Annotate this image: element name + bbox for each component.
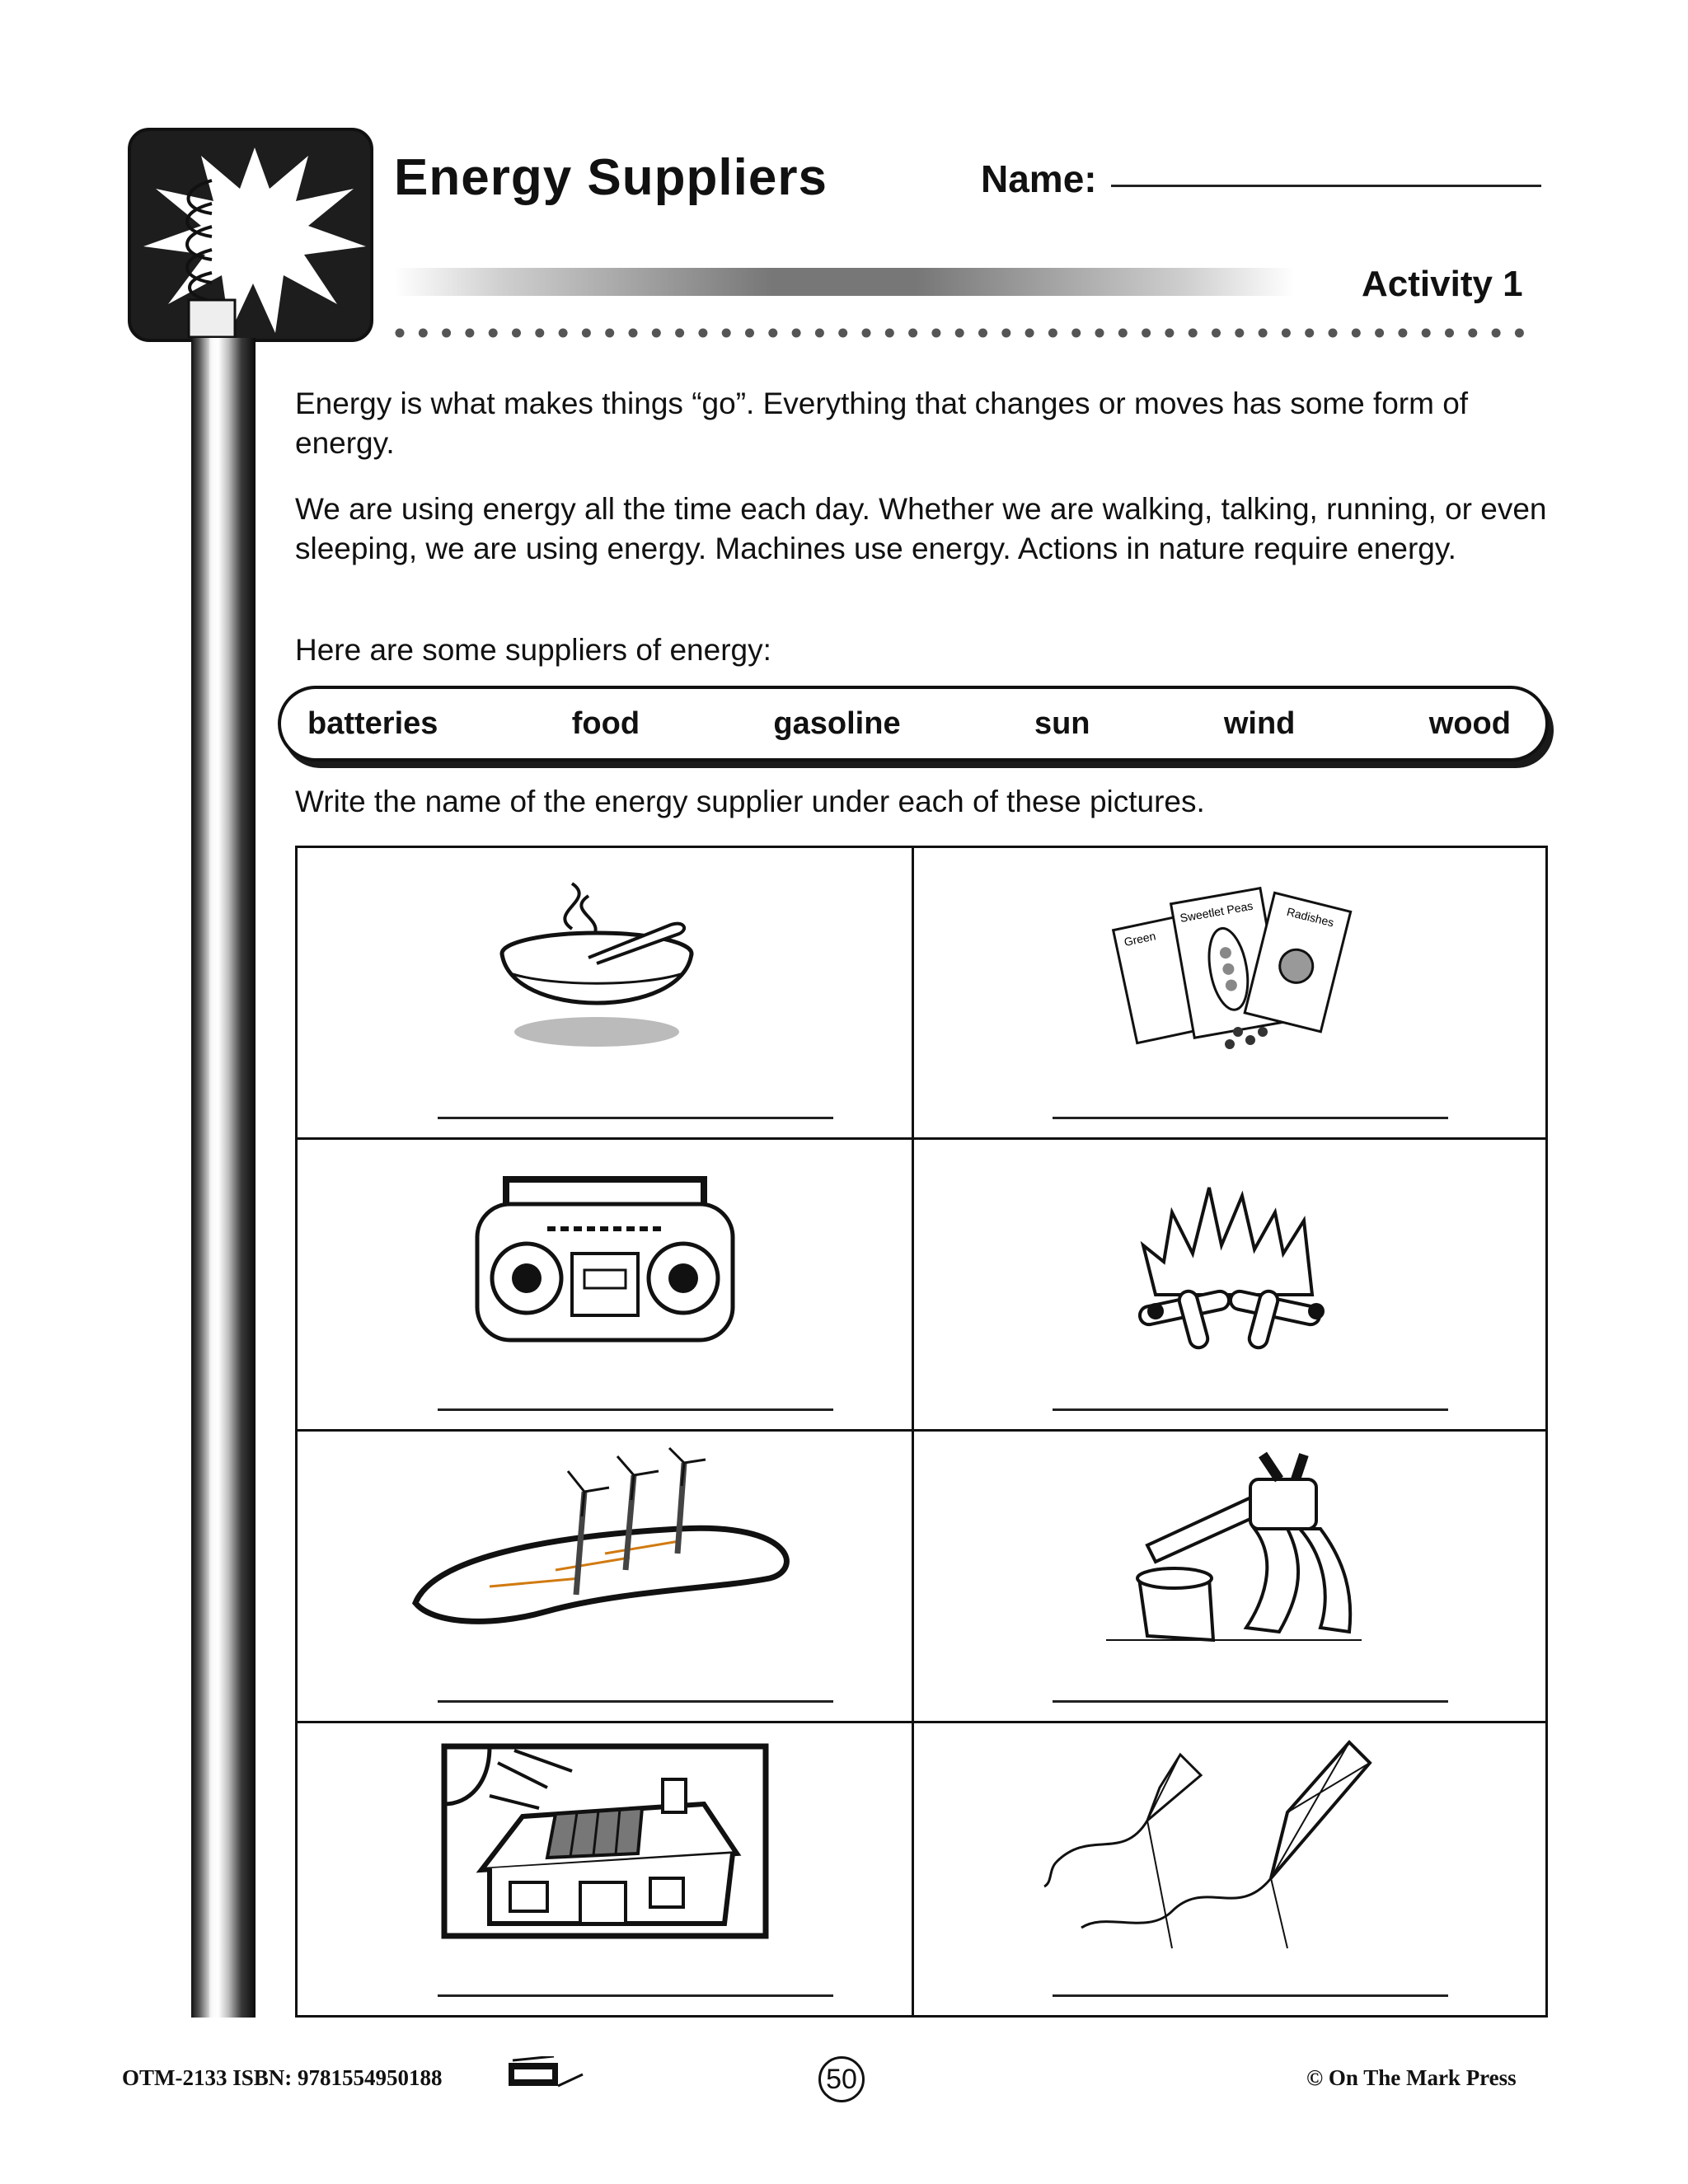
word-bank xyxy=(278,686,1549,762)
picture-cell xyxy=(298,1723,914,2015)
answer-line[interactable] xyxy=(438,1994,833,1997)
intro-paragraph-2: We are using energy all the time each day. Whether we are walking, talking, running, or even sleeping, we are using energy. Machines use energy. Actions in nature require energy. xyxy=(295,492,1547,565)
picture-cell xyxy=(914,1432,1545,1723)
picture-cell xyxy=(298,848,914,1140)
soup-bowl-icon xyxy=(473,863,737,1061)
publisher-logo-icon xyxy=(504,2056,587,2089)
word-bank-item: gasoline xyxy=(773,705,901,741)
picture-grid xyxy=(295,846,1548,2018)
decorative-pole xyxy=(191,338,256,2018)
seed-label: Sweetlet Peas xyxy=(1179,898,1254,925)
answer-line[interactable] xyxy=(1053,1700,1448,1703)
picture-cell xyxy=(298,1140,914,1432)
intro-paragraph-3: Here are some suppliers of energy: xyxy=(295,633,771,667)
campfire-icon xyxy=(1106,1155,1353,1352)
picture-cell xyxy=(914,1140,1545,1432)
page-number: 50 xyxy=(818,2056,865,2102)
answer-line[interactable] xyxy=(438,1700,833,1703)
boombox-icon xyxy=(465,1155,745,1352)
wind-turbines-icon xyxy=(407,1446,803,1652)
picture-cell xyxy=(298,1432,914,1723)
seed-packets-icon xyxy=(1098,863,1362,1061)
footer-isbn: OTM-2133 ISBN: 9781554950188 xyxy=(122,2065,443,2090)
answer-line[interactable] xyxy=(438,1408,833,1411)
kites-icon xyxy=(1040,1738,1419,1952)
solar-house-icon xyxy=(432,1738,778,1944)
word-bank-item: food xyxy=(571,705,640,741)
word-bank-item: wood xyxy=(1428,705,1511,741)
seed-label: Radishes xyxy=(1285,904,1336,930)
page-title: Energy Suppliers xyxy=(394,149,828,206)
word-bank-item: wind xyxy=(1223,705,1296,741)
word-bank-item: batteries xyxy=(307,705,438,741)
picture-cell xyxy=(914,1723,1545,2015)
word-bank-item: sun xyxy=(1034,705,1090,741)
activity-label: Activity 1 xyxy=(1362,264,1523,304)
footer-copyright: © On The Mark Press xyxy=(1306,2065,1517,2090)
intro-paragraph-1: Energy is what makes things “go”. Everything that changes or moves has some form of energy. xyxy=(295,387,1469,460)
chainsaw-icon xyxy=(1090,1446,1370,1652)
answer-line[interactable] xyxy=(1053,1117,1448,1119)
picture-cell xyxy=(914,848,1545,1140)
seed-label: Green xyxy=(1123,929,1157,949)
header-gradient-bar xyxy=(394,268,1294,296)
instruction-text: Write the name of the energy supplier under each of these pictures. xyxy=(295,785,1205,818)
name-field[interactable] xyxy=(1111,185,1541,187)
dotted-divider xyxy=(394,327,1548,339)
lightbulb-header-icon xyxy=(128,128,373,342)
answer-line[interactable] xyxy=(1053,1408,1448,1411)
answer-line[interactable] xyxy=(438,1117,833,1119)
answer-line[interactable] xyxy=(1053,1994,1448,1997)
name-label: Name: xyxy=(981,157,1097,200)
